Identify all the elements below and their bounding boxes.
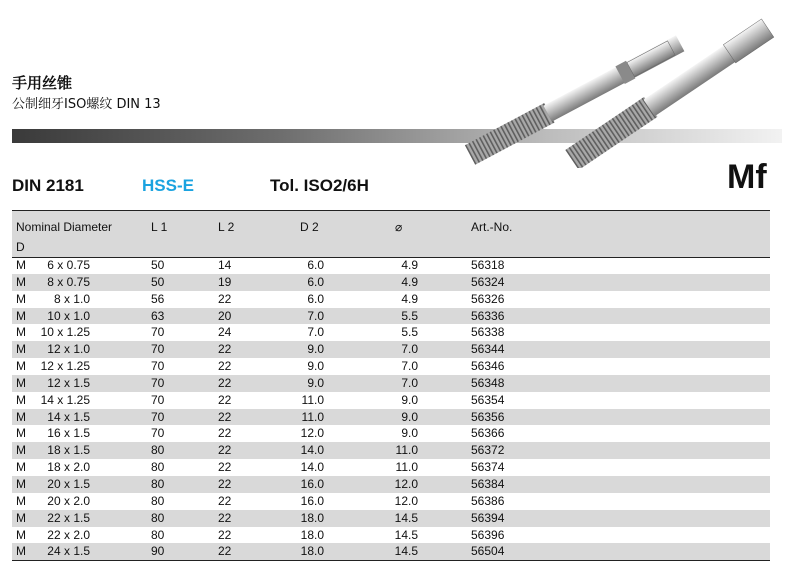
cell-sq: 5.5	[401, 308, 418, 323]
cell-d2: 18.0	[300, 510, 324, 525]
table-row	[12, 291, 770, 308]
cell-art: 56386	[471, 493, 505, 508]
cell-m: M	[16, 325, 26, 340]
cell-d2: 16.0	[300, 493, 324, 508]
cell-l2: 22	[218, 510, 232, 525]
cell-l2: 22	[218, 409, 232, 424]
cell-m: M	[16, 544, 26, 559]
cell-size: 16 x 1.5	[47, 426, 90, 441]
cell-m: M	[16, 493, 26, 508]
table-row	[12, 442, 770, 459]
cell-art: 56318	[471, 258, 505, 272]
thread-type-label: Mf	[727, 158, 767, 196]
cell-l1: 90	[151, 544, 165, 559]
cell-l2: 22	[218, 493, 232, 508]
cell-size: 10 x 1.0	[47, 308, 90, 323]
cell-m: M	[16, 342, 26, 357]
cell-m: M	[16, 527, 26, 542]
cell-size: 8 x 0.75	[47, 274, 90, 289]
cell-d2: 9.0	[307, 342, 324, 357]
table-row	[12, 527, 770, 544]
cell-l1: 80	[151, 460, 165, 475]
tolerance-label: Tol. ISO2/6H	[270, 176, 369, 195]
cell-sq: 12.0	[394, 476, 418, 491]
table-row	[12, 543, 770, 560]
cell-d2: 6.0	[307, 291, 324, 306]
cell-size: 12 x 1.25	[40, 359, 90, 374]
cell-l1: 70	[151, 342, 165, 357]
cell-m: M	[16, 359, 26, 374]
cell-d2: 7.0	[307, 325, 324, 340]
cell-sq: 12.0	[394, 493, 418, 508]
cell-l1: 80	[151, 443, 165, 458]
cell-l1: 50	[151, 274, 165, 289]
cell-l2: 22	[218, 527, 232, 542]
table-row	[12, 425, 770, 442]
cell-size: 10 x 1.25	[40, 325, 90, 340]
cell-l2: 22	[218, 460, 232, 475]
cell-sq: 7.0	[401, 375, 418, 390]
cell-art: 56374	[471, 460, 505, 475]
cell-d2: 14.0	[300, 460, 324, 475]
cell-size: 8 x 1.0	[53, 291, 90, 306]
col-l2: L 2	[218, 220, 235, 234]
material-label: HSS-E	[142, 176, 194, 195]
cell-l2: 22	[218, 544, 232, 559]
table-row	[12, 510, 770, 527]
cell-d2: 6.0	[307, 258, 324, 272]
cell-d2: 18.0	[300, 527, 324, 542]
cell-size: 14 x 1.5	[47, 409, 90, 424]
cell-l2: 22	[218, 342, 232, 357]
cell-d2: 9.0	[307, 375, 324, 390]
cell-sq: 4.9	[401, 291, 418, 306]
cell-art: 56384	[471, 476, 505, 491]
cell-sq: 14.5	[394, 544, 418, 559]
table-body	[12, 257, 770, 560]
col-art-no: Art.-No.	[471, 220, 513, 234]
cell-l2: 22	[218, 443, 232, 458]
cell-d2: 18.0	[300, 544, 324, 559]
cell-l1: 70	[151, 426, 165, 441]
cell-size: 12 x 1.5	[47, 375, 90, 390]
cell-size: 18 x 2.0	[47, 460, 90, 475]
cell-m: M	[16, 510, 26, 525]
col-nominal-diameter-d: D	[16, 240, 25, 254]
cell-d2: 9.0	[307, 359, 324, 374]
cell-m: M	[16, 409, 26, 424]
cell-size: 12 x 1.0	[47, 342, 90, 357]
table-row	[12, 409, 770, 426]
cell-size: 24 x 1.5	[47, 544, 90, 559]
standard-label: DIN 2181	[12, 176, 84, 195]
cell-sq: 11.0	[395, 443, 418, 458]
cell-m: M	[16, 460, 26, 475]
col-square-icon: ⌀	[395, 220, 403, 234]
cell-art: 56346	[471, 359, 505, 374]
cell-l1: 70	[151, 392, 165, 407]
cell-m: M	[16, 443, 26, 458]
cell-l2: 22	[218, 476, 232, 491]
cell-l2: 19	[218, 274, 232, 289]
cell-sq: 7.0	[401, 359, 418, 374]
table-row	[12, 274, 770, 291]
cell-art: 56366	[471, 426, 505, 441]
cell-sq: 9.0	[401, 392, 418, 407]
cell-art: 56348	[471, 375, 505, 390]
cell-l1: 56	[151, 291, 165, 306]
cell-l1: 70	[151, 409, 165, 424]
cell-m: M	[16, 258, 26, 272]
col-nominal-diameter: Nominal Diameter	[16, 220, 113, 234]
cell-l1: 80	[151, 510, 165, 525]
cell-sq: 14.5	[394, 527, 418, 542]
hand-tap-pair-icon	[460, 0, 790, 168]
cell-l1: 80	[151, 527, 165, 542]
cell-size: 22 x 2.0	[47, 527, 90, 542]
cell-sq: 4.9	[401, 274, 418, 289]
cell-size: 14 x 1.25	[40, 392, 90, 407]
cell-art: 56372	[471, 443, 505, 458]
cell-l2: 24	[218, 325, 232, 340]
cell-m: M	[16, 426, 26, 441]
cell-sq: 7.0	[401, 342, 418, 357]
cell-m: M	[16, 291, 26, 306]
table-row	[12, 324, 770, 341]
cell-l2: 22	[218, 392, 232, 407]
table-row	[12, 257, 770, 274]
table-row	[12, 358, 770, 375]
cell-l1: 50	[151, 258, 165, 272]
cell-l1: 80	[151, 476, 165, 491]
cell-art: 56326	[471, 291, 505, 306]
table-row	[12, 375, 770, 392]
cell-l2: 14	[218, 258, 232, 272]
cell-l2: 22	[218, 426, 232, 441]
page-subtitle: 公制细牙ISO螺纹 DIN 13	[12, 97, 161, 112]
cell-art: 56354	[471, 392, 505, 407]
cell-art: 56504	[471, 544, 505, 559]
cell-m: M	[16, 274, 26, 289]
cell-art: 56396	[471, 527, 505, 542]
cell-d2: 14.0	[300, 443, 324, 458]
cell-size: 20 x 1.5	[47, 476, 90, 491]
cell-d2: 11.0	[301, 392, 324, 407]
cell-m: M	[16, 392, 26, 407]
cell-sq: 9.0	[401, 409, 418, 424]
cell-d2: 12.0	[300, 426, 324, 441]
col-l1: L 1	[151, 220, 168, 234]
table-row	[12, 476, 770, 493]
cell-sq: 9.0	[401, 426, 418, 441]
cell-l1: 70	[151, 359, 165, 374]
cell-sq: 14.5	[394, 510, 418, 525]
cell-d2: 6.0	[307, 274, 324, 289]
cell-l1: 70	[151, 325, 165, 340]
cell-size: 18 x 1.5	[47, 443, 90, 458]
table-header	[12, 210, 770, 258]
table-row	[12, 493, 770, 510]
cell-l2: 20	[218, 308, 232, 323]
cell-l1: 70	[151, 375, 165, 390]
cell-art: 56394	[471, 510, 505, 525]
table-row	[12, 308, 770, 325]
cell-m: M	[16, 308, 26, 323]
table-row	[12, 392, 770, 409]
cell-d2: 11.0	[301, 409, 324, 424]
cell-l2: 22	[218, 291, 232, 306]
cell-art: 56344	[471, 342, 505, 357]
table-row	[12, 459, 770, 476]
cell-art: 56338	[471, 325, 505, 340]
table-row	[12, 341, 770, 358]
cell-sq: 5.5	[401, 325, 418, 340]
cell-size: 20 x 2.0	[47, 493, 90, 508]
cell-d2: 7.0	[307, 308, 324, 323]
cell-size: 22 x 1.5	[47, 510, 90, 525]
col-d2: D 2	[300, 220, 319, 234]
cell-sq: 4.9	[401, 258, 418, 272]
table-bottom-rule	[12, 560, 770, 561]
cell-art: 56356	[471, 409, 505, 424]
cell-l1: 80	[151, 493, 165, 508]
cell-l2: 22	[218, 359, 232, 374]
cell-d2: 16.0	[300, 476, 324, 491]
cell-l1: 63	[151, 308, 165, 323]
cell-art: 56324	[471, 274, 505, 289]
cell-l2: 22	[218, 375, 232, 390]
cell-m: M	[16, 375, 26, 390]
cell-art: 56336	[471, 308, 505, 323]
cell-size: 6 x 0.75	[47, 258, 90, 272]
page-title: 手用丝锥	[12, 74, 73, 92]
cell-m: M	[16, 476, 26, 491]
cell-sq: 11.0	[395, 460, 418, 475]
